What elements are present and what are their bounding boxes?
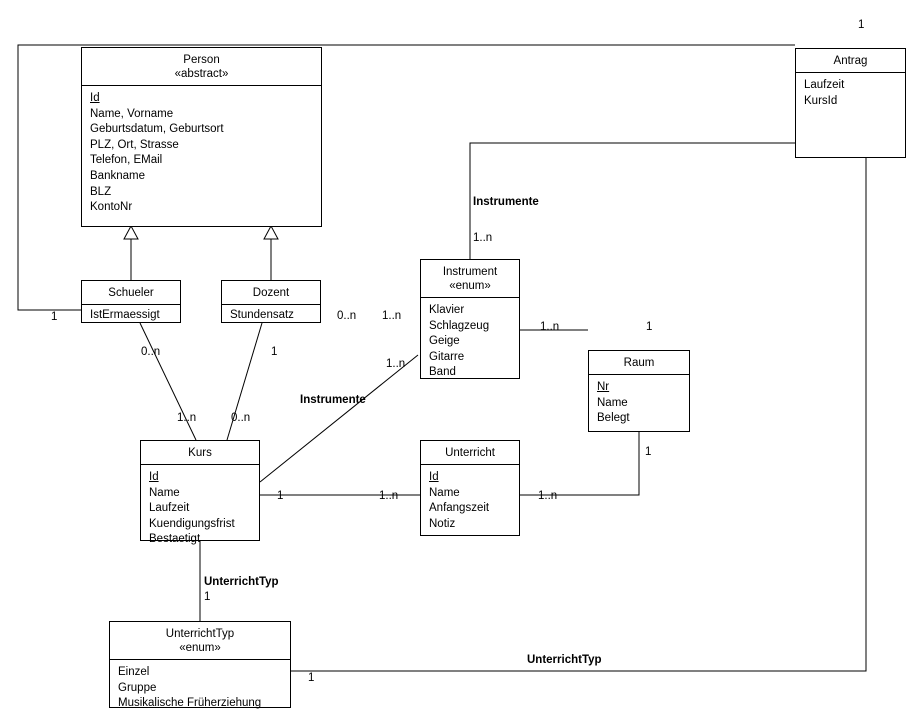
- class-person[interactable]: [81, 47, 322, 227]
- attribute: Klavier: [429, 304, 465, 316]
- attribute: Einzel: [118, 666, 150, 678]
- attribute: Id: [429, 471, 439, 483]
- edge-label-kurs-right-1: 1: [277, 490, 284, 502]
- class-instrument-attributes: [421, 298, 519, 387]
- attribute: IstErmaessigt: [90, 309, 160, 321]
- class-unterricht[interactable]: [420, 440, 520, 536]
- class-instrument[interactable]: [420, 259, 520, 379]
- class-dozent-attributes: [222, 305, 320, 330]
- attribute: Anfangszeit: [429, 502, 490, 515]
- edge-label-unterricht-right-1n: 1..n: [538, 490, 558, 502]
- attribute: Bankname: [90, 169, 145, 182]
- attribute: Belegt: [597, 412, 630, 425]
- class-raum-name: Raum: [623, 357, 655, 369]
- class-kurs[interactable]: [140, 440, 260, 546]
- attribute: Laufzeit: [149, 502, 190, 515]
- attribute: Name, Vorname: [90, 107, 174, 120]
- edge-label-schueler-left-1: 1: [51, 311, 58, 323]
- edge-label-raum-left-1: 1: [646, 321, 653, 333]
- attribute: Bestaetigt: [149, 533, 201, 546]
- attribute: Musikalische Früherziehung: [118, 697, 262, 710]
- edge-label-instrumente-antrag: Instrumente: [473, 196, 539, 208]
- edge-label-schueler-below-0n: 0..n: [141, 346, 161, 358]
- edge-label-unterrichttyp-bottom-1: 1: [308, 672, 315, 684]
- class-dozent-name: Dozent: [252, 287, 290, 299]
- attribute: Band: [429, 366, 456, 379]
- class-person-attributes: [82, 86, 321, 222]
- class-unterrichttyp-stereotype: «enum»: [179, 642, 221, 654]
- edge-label-dozent-below-1: 1: [271, 346, 278, 358]
- attribute: PLZ, Ort, Strasse: [90, 138, 179, 151]
- attribute: Id: [90, 92, 100, 104]
- attribute: Schlagzeug: [429, 319, 490, 332]
- attribute: Gruppe: [118, 681, 157, 694]
- class-unterricht-attributes: [421, 465, 519, 538]
- attribute: Name: [597, 396, 628, 409]
- class-unterrichttyp-attributes: [110, 660, 290, 718]
- attribute: Notiz: [429, 517, 456, 530]
- class-antrag-attributes: [796, 73, 905, 115]
- edge-label-kurs-top-0n: 0..n: [231, 412, 251, 424]
- class-person-header: [82, 48, 321, 85]
- attribute: KursId: [804, 94, 838, 107]
- class-instrument-stereotype: «enum»: [449, 280, 491, 292]
- class-dozent-header: [222, 281, 320, 304]
- edge-label-unterrichttyp-bottom: UnterrichtTyp: [527, 654, 602, 666]
- attribute: BLZ: [90, 185, 112, 198]
- attribute: Kuendigungsfrist: [149, 517, 235, 530]
- class-unterrichttyp[interactable]: [109, 621, 291, 708]
- class-antrag-name: Antrag: [833, 55, 868, 67]
- edge-label-unterrichttyp: UnterrichtTyp: [204, 576, 279, 588]
- attribute: Geige: [429, 335, 460, 348]
- attribute: Geburtsdatum, Geburtsort: [90, 123, 224, 136]
- attribute: KontoNr: [90, 201, 133, 214]
- class-instrument-name: Instrument: [442, 266, 498, 278]
- attribute: Stundensatz: [230, 309, 294, 321]
- edge-label-dozent-right-0n: 0..n: [337, 310, 357, 322]
- edge-label-raum-bottom-1: 1: [645, 446, 652, 458]
- class-schueler-name: Schueler: [108, 287, 154, 299]
- attribute: Id: [149, 471, 159, 483]
- edge-label-kurs-top-1n: 1..n: [177, 412, 197, 424]
- attribute: Telefon, EMail: [90, 154, 163, 167]
- class-raum-attributes: [589, 375, 689, 433]
- class-kurs-header: [141, 441, 259, 464]
- edge-label-instrument-left-1n: 1..n: [382, 310, 402, 322]
- edge-label-unterrichttyp-1: 1: [204, 591, 211, 603]
- edge-label-unterricht-left-1n: 1..n: [379, 490, 399, 502]
- class-instrument-header: [421, 260, 519, 297]
- class-raum-header: [589, 351, 689, 374]
- edge-label-instrument-right-1n: 1..n: [540, 321, 560, 333]
- class-raum[interactable]: [588, 350, 690, 432]
- class-kurs-attributes: [141, 465, 259, 554]
- edge-label-instrument-top-1n: 1..n: [473, 232, 493, 244]
- class-kurs-name: Kurs: [188, 447, 212, 459]
- class-schueler[interactable]: [81, 280, 181, 323]
- class-schueler-attributes: [82, 305, 180, 330]
- class-person-name: Person: [183, 54, 220, 66]
- class-unterrichttyp-name: UnterrichtTyp: [165, 628, 235, 640]
- class-unterricht-name: Unterricht: [445, 447, 495, 459]
- attribute: Nr: [597, 381, 610, 393]
- class-dozent[interactable]: [221, 280, 321, 323]
- class-antrag[interactable]: [795, 48, 906, 158]
- class-antrag-header: [796, 49, 905, 72]
- attribute: Name: [429, 486, 460, 499]
- attribute: Gitarre: [429, 350, 465, 363]
- class-person-stereotype: «abstract»: [174, 68, 229, 80]
- attribute: Name: [149, 486, 180, 499]
- edge-label-instrumente-kurs: Instrumente: [300, 394, 366, 406]
- edge-label-instrument-kurs-1n: 1..n: [386, 358, 406, 370]
- class-schueler-header: [82, 281, 180, 304]
- attribute: Laufzeit: [804, 79, 845, 91]
- edge-label-antrag-top-1: 1: [858, 19, 865, 31]
- class-unterrichttyp-header: [110, 622, 290, 659]
- class-unterricht-header: [421, 441, 519, 464]
